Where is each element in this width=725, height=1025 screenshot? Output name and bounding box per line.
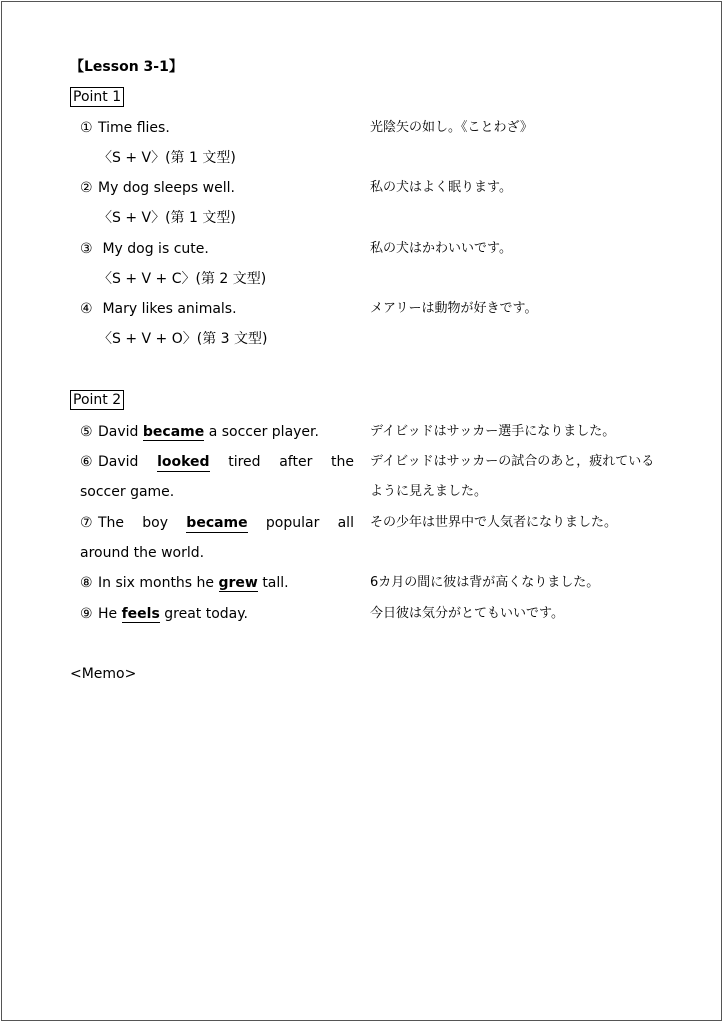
sentence-7-line1 — [80, 514, 354, 533]
sentence-6-line2: soccer game. — [80, 484, 175, 500]
sentence-1-jp: 光陰矢の如し。《ことわざ》 — [370, 120, 533, 135]
word: tall. — [262, 575, 289, 591]
sentence-4 — [80, 300, 237, 318]
sentence-1-pattern: 〈S + V〉(第 1 文型) — [98, 150, 236, 166]
sentence-number: ① — [80, 120, 93, 136]
underlined-verb: became — [186, 515, 248, 531]
sentence-3 — [80, 240, 209, 258]
sentence-english: Mary likes animals. — [102, 301, 237, 317]
word: popular — [265, 515, 320, 531]
sentence-6-line1 — [80, 453, 354, 472]
sentence-8-jp: 6カ月の間に彼は背が高くなりました。 — [370, 575, 600, 590]
underlined-verb: grew — [218, 575, 258, 591]
point2-heading — [70, 391, 124, 409]
underlined-verb: feels — [121, 606, 160, 622]
sentence-7-line2: around the world. — [80, 545, 205, 561]
word: the — [331, 454, 354, 470]
sentence-number: ⑧ — [80, 575, 93, 591]
word: a soccer player. — [208, 424, 319, 440]
word: great today. — [164, 606, 248, 622]
sentence-number: ③ — [80, 241, 93, 257]
word: boy — [142, 515, 169, 531]
sentence-4-jp: メアリーは動物が好きです。 — [370, 301, 538, 316]
sentence-number: ⑥ — [80, 454, 93, 470]
word: He — [98, 606, 118, 622]
point1-label: Point 1 — [70, 87, 124, 107]
word: In six months he — [98, 575, 215, 591]
underlined-verb: looked — [157, 454, 210, 470]
point1-heading — [70, 88, 124, 106]
lesson-title: 【Lesson 3-1】 — [70, 59, 183, 75]
sentence-number: ⑤ — [80, 424, 93, 440]
sentence-2-jp: 私の犬はよく眠ります。 — [370, 180, 512, 195]
sentence-english: My dog is cute. — [102, 241, 209, 257]
sentence-number: ④ — [80, 301, 93, 317]
sentence-9 — [80, 605, 248, 623]
sentence-english: My dog sleeps well. — [98, 180, 235, 196]
sentence-6-jp-line1: デイビッドはサッカーの試合のあと，疲れている — [370, 454, 655, 469]
sentence-5-jp: デイビッドはサッカー選手になりました。 — [370, 424, 616, 439]
sentence-2-pattern: 〈S + V〉(第 1 文型) — [98, 210, 236, 226]
point2-label: Point 2 — [70, 390, 124, 410]
sentence-3-jp: 私の犬はかわいいです。 — [370, 241, 512, 256]
underlined-verb: became — [142, 424, 205, 440]
sentence-number: ⑦ — [80, 515, 93, 531]
sentence-number: ② — [80, 180, 93, 196]
sentence-number: ⑨ — [80, 606, 93, 622]
sentence-4-pattern: 〈S + V + O〉(第 3 文型) — [98, 331, 268, 347]
sentence-6-jp-line2: ように見えました。 — [370, 484, 488, 499]
document-page — [1, 1, 722, 1021]
sentence-1 — [80, 119, 170, 137]
word: all — [337, 515, 354, 531]
word: The — [98, 515, 125, 531]
sentence-7-jp: その少年は世界中で人気者になりました。 — [370, 515, 618, 530]
word: after — [279, 454, 313, 470]
sentence-3-pattern: 〈S + V + C〉(第 2 文型) — [98, 271, 267, 287]
word: tired — [228, 454, 261, 470]
word: David — [98, 454, 139, 470]
memo-label: <Memo> — [70, 666, 137, 682]
sentence-5 — [80, 423, 319, 441]
sentence-2 — [80, 179, 235, 197]
sentence-8 — [80, 574, 289, 592]
sentence-english: Time flies. — [98, 120, 170, 136]
word: David — [98, 424, 139, 440]
sentence-9-jp: 今日彼は気分がとてもいいです。 — [370, 606, 564, 621]
